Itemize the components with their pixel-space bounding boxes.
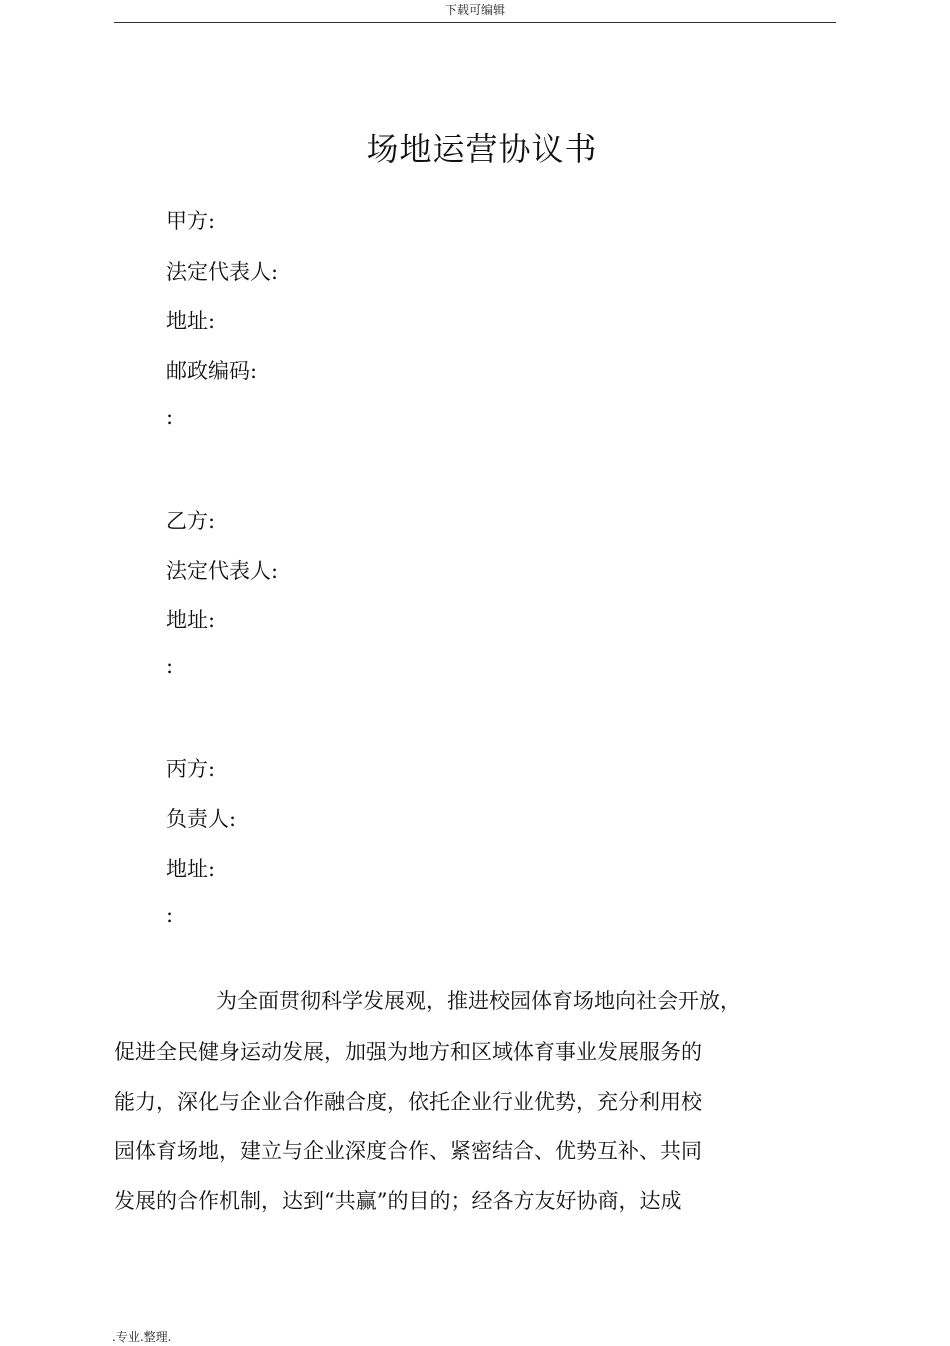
body-line: 能力，深化与企业合作融合度，依托企业行业优势，充分利用校 (114, 1090, 702, 1114)
party-c-rep-label: 负责人: (166, 807, 237, 831)
body-line: 园体育场地，建立与企业深度合作、紧密结合、优势互补、共同 (114, 1139, 702, 1163)
page-footer: .专业.整理. (112, 1330, 172, 1344)
party-b-address-label: 地址: (166, 608, 216, 632)
party-c-label: 丙方: (166, 757, 216, 781)
document-title: 场地运营协议书 (366, 130, 598, 168)
party-c-address-label: 地址: (166, 857, 216, 881)
party-a-address-label: 地址: (166, 309, 216, 333)
party-a-postcode-label: 邮政编码: (166, 359, 258, 383)
party-b-label: 乙方: (166, 509, 216, 533)
party-b-extra-label: : (166, 654, 174, 678)
header-divider (114, 22, 836, 23)
party-a-rep-label: 法定代表人: (166, 260, 279, 284)
page-header: 下载可编辑 (444, 3, 505, 17)
party-c-extra-label: : (166, 903, 174, 927)
body-line: 促进全民健身运动发展，加强为地方和区域体育事业发展服务的 (114, 1040, 702, 1064)
body-line: 发展的合作机制，达到“共赢”的目的；经各方友好协商，达成 (114, 1189, 682, 1213)
party-b-rep-label: 法定代表人: (166, 559, 279, 583)
party-a-label: 甲方: (166, 209, 216, 233)
party-a-extra-label: : (166, 405, 174, 429)
body-line: 为全面贯彻科学发展观，推进校园体育场地向社会开放， (216, 989, 741, 1013)
